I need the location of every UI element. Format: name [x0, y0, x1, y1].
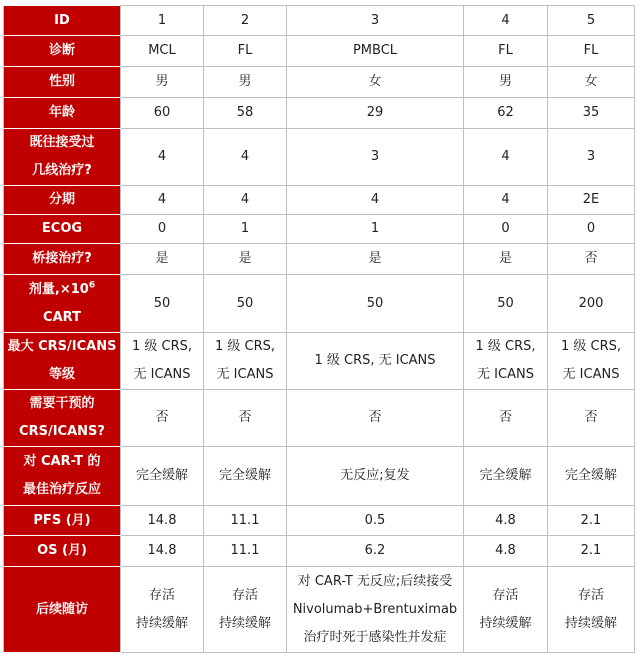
table-cell: 62: [464, 98, 548, 129]
table-row: [4, 36, 635, 67]
table-row: [4, 6, 635, 36]
row-label-best-response: [4, 447, 121, 506]
table-cell: [548, 567, 635, 653]
table-cell: 11.1: [204, 536, 287, 567]
table-cell: [204, 333, 287, 390]
table-cell: 200: [548, 275, 635, 333]
table-cell: 是: [121, 244, 204, 275]
table-cell: 否: [548, 244, 635, 275]
cell-line: 1 级 CRS,: [214, 339, 276, 354]
table-cell: 1: [204, 215, 287, 244]
table-cell: 29: [287, 98, 464, 129]
table-cell: 4: [204, 129, 287, 186]
table-cell: [204, 567, 287, 653]
table-cell: 否: [287, 390, 464, 447]
table-cell: 0: [548, 215, 635, 244]
table-cell: [548, 333, 635, 390]
cell-line: 1 级 CRS, 无 ICANS: [314, 353, 436, 368]
table-cell: 女: [548, 67, 635, 98]
label-line: 既往接受过: [29, 135, 95, 150]
table-row: [4, 215, 635, 244]
table-cell: 是: [204, 244, 287, 275]
table-cell: 50: [287, 275, 464, 333]
table-row: [4, 275, 635, 333]
table-cell: 2E: [548, 186, 635, 215]
table-row: [4, 506, 635, 536]
cell-line: 1 级 CRS,: [475, 339, 536, 354]
cell-line: 持续缓解: [479, 615, 532, 631]
table-cell: 60: [121, 98, 204, 129]
table-row: [4, 536, 635, 567]
table-cell: 4.8: [464, 536, 548, 567]
table-cell: 1: [287, 215, 464, 244]
row-label-pfs: PFS (月): [4, 506, 121, 536]
table-row: [4, 390, 635, 447]
table-cell: 50: [121, 275, 204, 333]
table-cell: 11.1: [204, 506, 287, 536]
table-cell: 2: [204, 6, 287, 36]
table-row: [4, 333, 635, 390]
row-label-dose: [4, 275, 121, 333]
label-text: 剂量,×10: [28, 281, 89, 297]
cell-line: 存活: [231, 587, 258, 603]
row-label-ecog: ECOG: [4, 215, 121, 244]
table-cell: 4: [464, 186, 548, 215]
table-cell: 女: [287, 67, 464, 98]
table-row: [4, 447, 635, 506]
cell-line: 持续缓解: [564, 615, 617, 631]
table-cell: 14.8: [121, 536, 204, 567]
cell-line: 持续缓解: [218, 615, 271, 631]
table-cell: 完全缓解: [548, 447, 635, 506]
row-label-bridging: 桥接治疗?: [4, 244, 121, 275]
label-line: 需要干预的: [29, 396, 95, 411]
cell-line: 无 ICANS: [133, 367, 191, 382]
table-cell: FL: [204, 36, 287, 67]
row-label-intervention: [4, 390, 121, 447]
table-cell: 无反应;复发: [287, 447, 464, 506]
table-cell: 完全缓解: [204, 447, 287, 506]
table-cell: 1: [121, 6, 204, 36]
label-line: [6, 276, 118, 304]
table-cell: 5: [548, 6, 635, 36]
table-row: [4, 186, 635, 215]
table-cell: FL: [464, 36, 548, 67]
table-cell: 否: [204, 390, 287, 447]
cell-line: 治疗时死于感染性并发症: [303, 629, 447, 645]
row-label-prior-lines: [4, 129, 121, 186]
label-line: 最大 CRS/ICANS: [7, 339, 117, 354]
table-cell: 50: [204, 275, 287, 333]
label-line: CRS/ICANS?: [19, 424, 105, 439]
patient-table: [3, 5, 635, 653]
table-cell: 否: [548, 390, 635, 447]
table-cell: 是: [287, 244, 464, 275]
table-cell: 2.1: [548, 536, 635, 567]
cell-line: 存活: [577, 587, 604, 603]
row-label-os: OS (月): [4, 536, 121, 567]
table-cell: 男: [464, 67, 548, 98]
label-line: 对 CAR-T 的: [23, 454, 101, 469]
row-label-age: 年龄: [4, 98, 121, 129]
label-line: CART: [43, 309, 81, 325]
table-row: [4, 244, 635, 275]
row-label-diagnosis: 诊断: [4, 36, 121, 67]
row-label-follow-up: 后续随访: [4, 567, 121, 653]
table-cell: 6.2: [287, 536, 464, 567]
table-cell: 14.8: [121, 506, 204, 536]
table-cell: 4.8: [464, 506, 548, 536]
table-cell: 0: [121, 215, 204, 244]
table-cell: 0.5: [287, 506, 464, 536]
table-cell: MCL: [121, 36, 204, 67]
cell-line: 1 级 CRS,: [560, 339, 622, 354]
table-cell: 3: [548, 129, 635, 186]
table-cell: 4: [121, 129, 204, 186]
table-cell: [121, 567, 204, 653]
table-cell: PMBCL: [287, 36, 464, 67]
table-row: [4, 129, 635, 186]
table-cell: 是: [464, 244, 548, 275]
label-line: 最佳治疗反应: [22, 482, 101, 497]
label-line: 等级: [48, 367, 75, 382]
table-row: [4, 98, 635, 129]
table-cell: [287, 333, 464, 390]
cell-line: 无 ICANS: [562, 367, 620, 382]
label-line: 几线治疗?: [32, 163, 92, 178]
row-label-max-crs: [4, 333, 121, 390]
table-cell: 0: [464, 215, 548, 244]
table-cell: 否: [464, 390, 548, 447]
cell-line: 存活: [492, 587, 519, 603]
table-row: [4, 67, 635, 98]
table-cell: [287, 567, 464, 653]
table-cell: 4: [204, 186, 287, 215]
table-cell: 58: [204, 98, 287, 129]
label-superscript: 6: [88, 280, 96, 291]
table-cell: 4: [464, 6, 548, 36]
cell-line: 无 ICANS: [477, 367, 534, 382]
table-cell: 35: [548, 98, 635, 129]
table-cell: 男: [121, 67, 204, 98]
cell-line: 对 CAR-T 无反应;后续接受: [297, 573, 453, 589]
table-cell: 50: [464, 275, 548, 333]
row-label-sex: 性别: [4, 67, 121, 98]
table-cell: 2.1: [548, 506, 635, 536]
table-cell: 完全缓解: [464, 447, 548, 506]
table-cell: [464, 333, 548, 390]
cell-line: 1 级 CRS,: [131, 339, 193, 354]
table-cell: FL: [548, 36, 635, 67]
table-cell: 3: [287, 6, 464, 36]
row-label-stage: 分期: [4, 186, 121, 215]
table-cell: 4: [287, 186, 464, 215]
table-row: [4, 567, 635, 653]
table-cell: 否: [121, 390, 204, 447]
table-cell: [121, 333, 204, 390]
cell-line: 无 ICANS: [216, 367, 274, 382]
table-cell: 完全缓解: [121, 447, 204, 506]
table-cell: [464, 567, 548, 653]
table-cell: 4: [121, 186, 204, 215]
row-label-id: ID: [4, 6, 121, 36]
cell-line: 存活: [148, 587, 175, 603]
cell-line: 持续缓解: [135, 615, 188, 631]
table-cell: 3: [287, 129, 464, 186]
cell-line: Nivolumab+Brentuximab: [292, 601, 458, 617]
table-cell: 4: [464, 129, 548, 186]
table-cell: 男: [204, 67, 287, 98]
